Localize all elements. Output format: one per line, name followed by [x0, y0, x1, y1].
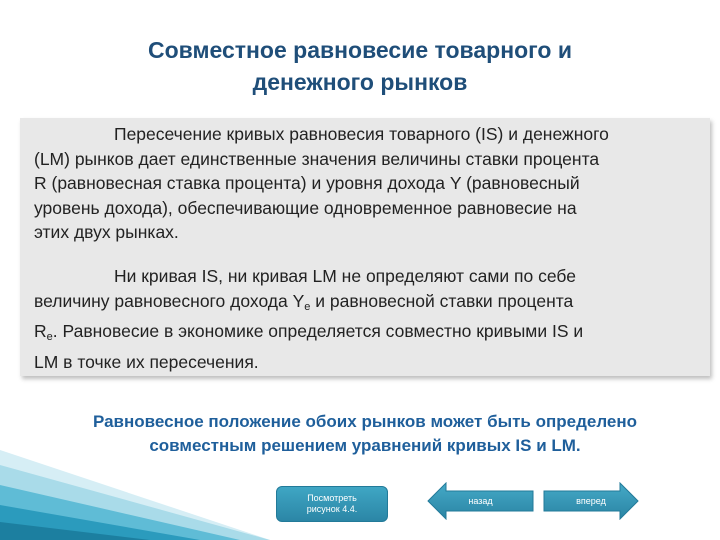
- view-figure-button[interactable]: [276, 486, 388, 522]
- corner-decoration: [0, 440, 270, 540]
- paragraph-2: [34, 264, 694, 374]
- back-label: назад: [468, 496, 493, 506]
- paragraph-1-line: Пересечение кривых равновесия товарного (IS) и денежного: [114, 124, 609, 144]
- text-fragment: и равновесной ставки процента: [310, 290, 574, 311]
- subscript-e: e: [304, 300, 311, 313]
- text-fragment: величину равновесного дохода Y: [34, 290, 305, 311]
- forward-button[interactable]: [543, 482, 639, 520]
- text-fragment: . Равновесие в экономике определяется совместно кривыми IS и: [52, 321, 584, 341]
- paragraph-2-line: [34, 289, 694, 320]
- title-line-1: Совместное равновесие товарного и: [147, 37, 573, 63]
- text-fragment: R: [34, 321, 47, 341]
- forward-label: вперед: [576, 496, 606, 506]
- paragraph-1-line: этих двух рынках.: [34, 222, 179, 242]
- view-figure-label-line-1: Посмотреть: [307, 493, 357, 503]
- title-line-2: денежного рынков: [252, 69, 468, 95]
- paragraph-1-line: (LM) рынков дает единственные значения величины ставки процента: [34, 148, 600, 169]
- paragraph-1-line: R (равновесная ставка процента) и уровня дохода Y (равновесный: [34, 173, 580, 193]
- subscript-e: e: [46, 331, 53, 343]
- view-figure-label: [307, 493, 357, 515]
- note-line-1: Равновесное положение обоих рынков может быть определено: [92, 412, 638, 431]
- paragraph-1-line: уровень дохода), обеспечивающие одновременное равновесие на: [34, 197, 577, 218]
- paragraph-2-line: Ни кривая IS, ни кривая LM не определяют сами по себе: [114, 266, 576, 286]
- paragraph-2-line: [34, 319, 694, 350]
- note-line-2: совместным решением уравнений кривых IS и LM.: [149, 436, 581, 455]
- paragraph-2-line: LM в точке их пересечения.: [34, 351, 259, 372]
- slide-title: [60, 34, 660, 98]
- back-button[interactable]: [427, 482, 534, 520]
- paragraph-1: [34, 122, 694, 245]
- view-figure-label-line-2: рисунок 4.4.: [306, 504, 358, 514]
